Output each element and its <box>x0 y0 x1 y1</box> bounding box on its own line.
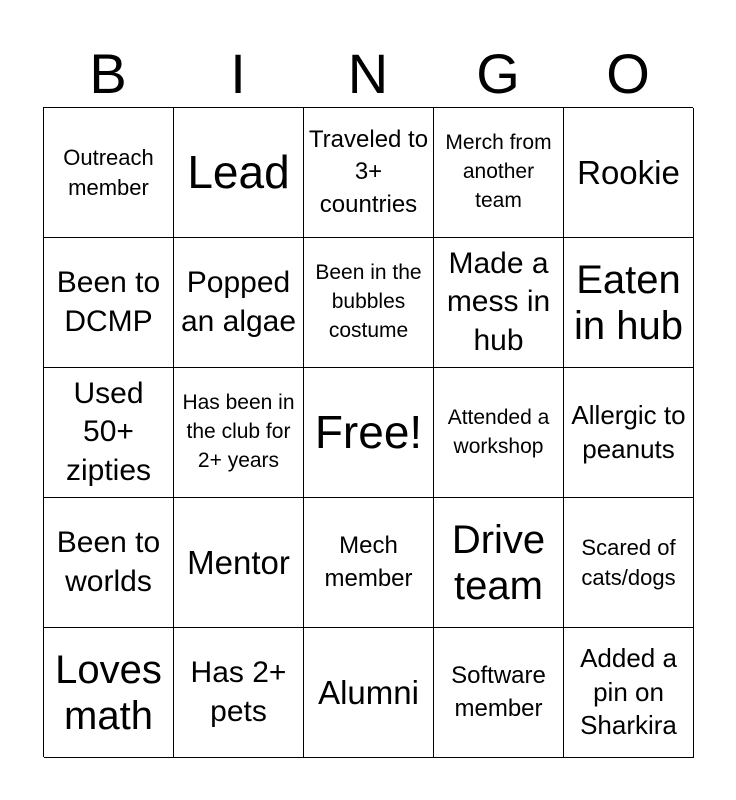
bingo-cell[interactable]: Mech member <box>304 498 434 628</box>
header-letter-g: G <box>476 42 520 105</box>
bingo-cell[interactable]: Rookie <box>564 108 694 238</box>
bingo-cell[interactable]: Allergic to peanuts <box>564 368 694 498</box>
bingo-cell[interactable]: Scared of cats/dogs <box>564 498 694 628</box>
bingo-cell[interactable]: Been to DCMP <box>44 238 174 368</box>
bingo-cell[interactable]: Traveled to 3+ countries <box>304 108 434 238</box>
bingo-cell[interactable]: Lead <box>174 108 304 238</box>
header-letter-o: O <box>606 42 650 105</box>
bingo-cell[interactable]: Used 50+ zipties <box>44 368 174 498</box>
bingo-cell[interactable]: Loves math <box>44 628 174 758</box>
bingo-board <box>43 107 693 757</box>
bingo-cell[interactable]: Mentor <box>174 498 304 628</box>
header-letter-i: I <box>230 42 246 105</box>
bingo-cell[interactable]: Software member <box>434 628 564 758</box>
bingo-cell[interactable]: Has 2+ pets <box>174 628 304 758</box>
bingo-cell[interactable]: Popped an algae <box>174 238 304 368</box>
bingo-header <box>43 42 693 106</box>
bingo-cell[interactable]: Merch from another team <box>434 108 564 238</box>
header-letter-n: N <box>347 42 389 105</box>
bingo-cell[interactable]: Eaten in hub <box>564 238 694 368</box>
bingo-cell[interactable]: Outreach member <box>44 108 174 238</box>
bingo-cell[interactable]: Been in the bubbles costume <box>304 238 434 368</box>
bingo-cell[interactable]: Made a mess in hub <box>434 238 564 368</box>
header-letter-b: B <box>89 42 127 105</box>
bingo-cell[interactable]: Been to worlds <box>44 498 174 628</box>
bingo-cell[interactable]: Drive team <box>434 498 564 628</box>
bingo-cell[interactable]: Alumni <box>304 628 434 758</box>
bingo-cell[interactable]: Added a pin on Sharkira <box>564 628 694 758</box>
bingo-cell[interactable]: Attended a workshop <box>434 368 564 498</box>
free-space-cell[interactable]: Free! <box>304 368 434 498</box>
bingo-cell[interactable]: Has been in the club for 2+ years <box>174 368 304 498</box>
